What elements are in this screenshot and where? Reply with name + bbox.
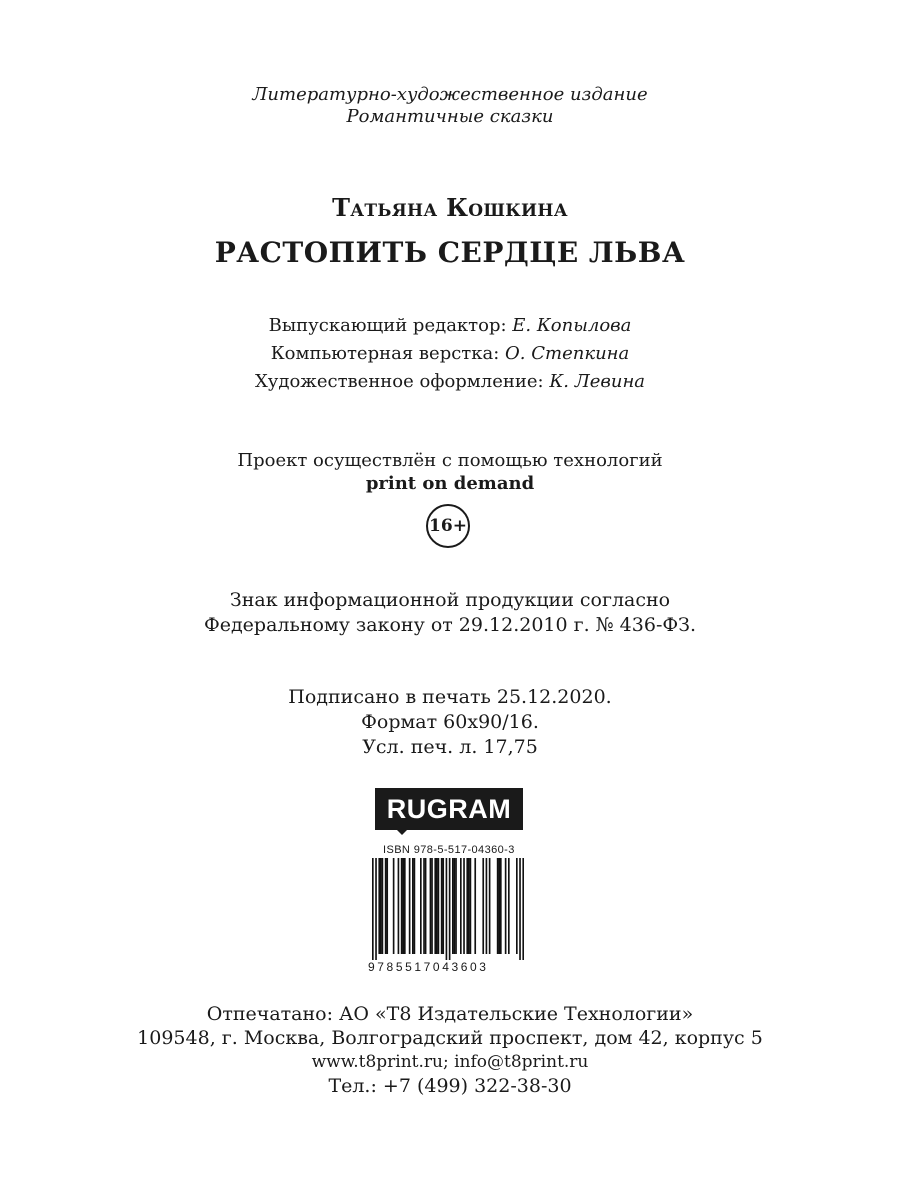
barcode-bar bbox=[486, 858, 488, 954]
series-name: Романтичные сказки bbox=[346, 106, 554, 127]
barcode-bar bbox=[463, 858, 465, 954]
credit-design bbox=[0, 371, 900, 392]
barcode-bar bbox=[508, 858, 510, 954]
barcode-bar bbox=[482, 858, 484, 954]
publisher-logo-notch bbox=[396, 829, 408, 835]
barcode-bar bbox=[430, 858, 432, 954]
barcode-bar bbox=[441, 858, 443, 954]
barcode-bar bbox=[438, 858, 440, 954]
printed-sheets: Усл. печ. л. 17,75 bbox=[362, 736, 538, 758]
barcode-bar bbox=[500, 858, 502, 954]
credit-name: К. Левина bbox=[549, 371, 646, 392]
book-author: Татьяна Кошкина bbox=[332, 193, 568, 222]
barcode-bar bbox=[498, 858, 500, 954]
barcode-bar bbox=[460, 858, 462, 954]
barcode-bar bbox=[382, 858, 384, 954]
notice-line-2: Федеральному закону от 29.12.2010 г. № 436-ФЗ. bbox=[203, 614, 697, 636]
barcode-bar bbox=[436, 858, 438, 954]
printer-phone: Тел.: +7 (499) 322-38-30 bbox=[328, 1075, 572, 1097]
publisher-logo bbox=[375, 788, 523, 830]
barcode-bar bbox=[449, 858, 451, 960]
credit-editor bbox=[0, 315, 900, 336]
printer-address: 109548, г. Москва, Волгоградский проспект, дом 42, корпус 5 bbox=[137, 1027, 763, 1049]
barcode-bar bbox=[409, 858, 411, 954]
age-rating-badge: 16+ bbox=[426, 504, 470, 548]
barcode-bar bbox=[452, 858, 454, 954]
barcode-bar bbox=[522, 858, 524, 960]
barcode-bar bbox=[402, 858, 404, 954]
barcode-bar bbox=[470, 858, 472, 954]
barcode-bar bbox=[414, 858, 416, 954]
project-note: Проект осуществлён с помощью технологий bbox=[237, 450, 663, 471]
barcode-bar bbox=[423, 858, 425, 954]
barcode-bar bbox=[474, 858, 476, 954]
barcode-bar bbox=[446, 858, 448, 960]
barcode-bar bbox=[466, 858, 468, 954]
series-type: Литературно-художественное издание bbox=[252, 84, 648, 105]
barcode-bar bbox=[401, 858, 403, 954]
publisher-logo-text: RUGRAM bbox=[386, 793, 512, 824]
barcode-digits: 9785517043603 bbox=[368, 960, 489, 974]
barcode-bar bbox=[516, 858, 518, 954]
printer-name: Отпечатано: АО «Т8 Издательские Технологии» bbox=[206, 1003, 694, 1025]
isbn-barcode bbox=[372, 858, 524, 960]
notice-line-1: Знак информационной продукции согласно bbox=[229, 589, 671, 611]
barcode-bar bbox=[420, 858, 422, 954]
credit-role: Компьютерная верстка: bbox=[270, 343, 506, 364]
credit-role: Выпускающий редактор: bbox=[268, 315, 513, 336]
barcode-bar bbox=[412, 858, 414, 954]
barcode-bar bbox=[372, 858, 374, 960]
barcode-bar bbox=[497, 858, 499, 954]
barcode-bar bbox=[393, 858, 395, 954]
barcode-bar bbox=[398, 858, 400, 954]
barcode-bar bbox=[505, 858, 507, 954]
barcode-bar bbox=[442, 858, 444, 954]
barcode-bar bbox=[431, 858, 433, 954]
barcode-bar bbox=[489, 858, 491, 954]
paper-format: Формат 60х90/16. bbox=[361, 711, 539, 733]
barcode-bar bbox=[375, 858, 377, 960]
barcode-bar bbox=[380, 858, 382, 954]
credit-name: Е. Копылова bbox=[512, 315, 632, 336]
barcode-bar bbox=[385, 858, 387, 954]
credit-role: Художественное оформление: bbox=[254, 371, 550, 392]
signed-to-print: Подписано в печать 25.12.2020. bbox=[288, 686, 612, 708]
book-title: РАСТОПИТЬ СЕРДЦЕ ЛЬВА bbox=[214, 236, 686, 269]
barcode-bar bbox=[468, 858, 470, 954]
barcode-bar bbox=[455, 858, 457, 954]
barcode-bar bbox=[425, 858, 427, 954]
barcode-bar bbox=[404, 858, 406, 954]
credit-name: О. Степкина bbox=[505, 343, 630, 364]
credit-layout bbox=[0, 343, 900, 364]
printer-web: www.t8print.ru; info@t8print.ru bbox=[311, 1052, 589, 1072]
isbn-label: ISBN 978-5-517-04360-3 bbox=[383, 844, 515, 856]
barcode-bar bbox=[519, 858, 521, 960]
barcode-bar bbox=[434, 858, 436, 954]
barcode-bar bbox=[454, 858, 456, 954]
barcode-bar bbox=[386, 858, 388, 954]
print-on-demand-label: print on demand bbox=[365, 473, 535, 494]
barcode-bar bbox=[378, 858, 380, 954]
